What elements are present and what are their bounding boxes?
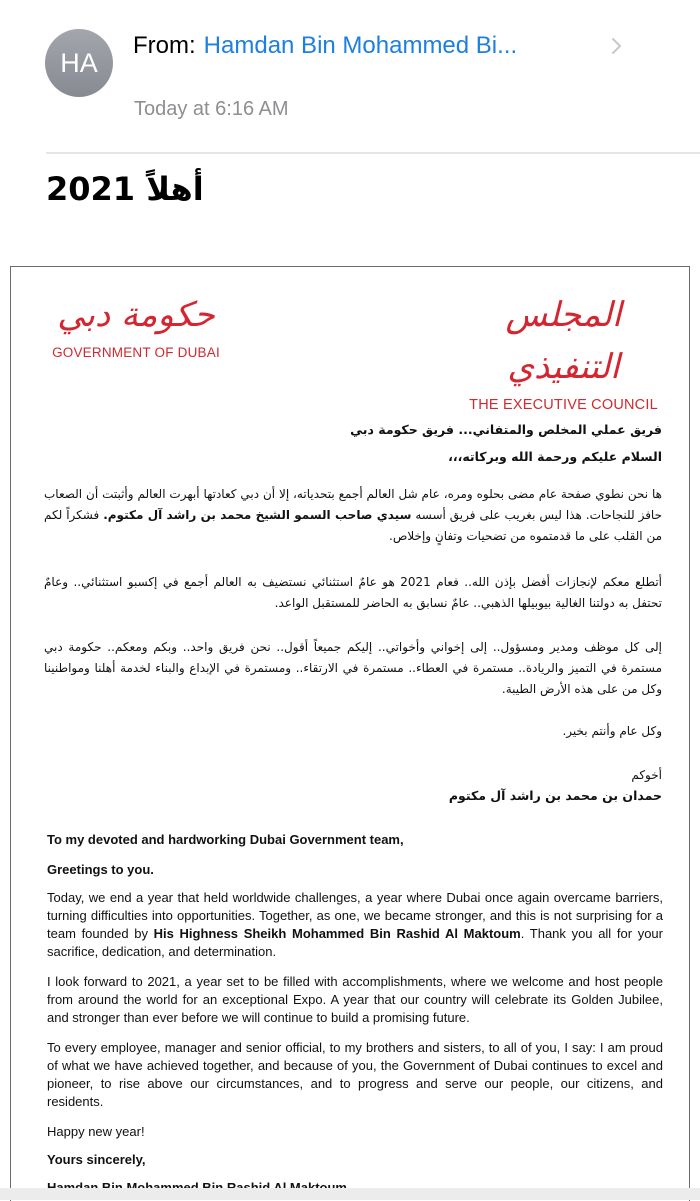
- email-timestamp: Today at 6:16 AM: [134, 98, 289, 120]
- english-paragraph-3: To every employee, manager and senior official, to my brothers and sisters, to all of you, I say: I am proud of what we have achieved together, and because of you, the Government of Dubai continues to excel and pioneer, to rise above our circumstances, and to progress and serve our people, our citizens, and residents.: [47, 1040, 663, 1109]
- english-p1-text-end: . Thank you all for your sacrifice, dedication, and determination.: [47, 926, 663, 959]
- logo-arabic-calligraphy: المجلس التنفيذي: [505, 295, 622, 387]
- arabic-p1-text-end: فشكراً لكم من القلب على ما قدمتموه من تضحيات وتفانٍ وإخلاص.: [44, 508, 662, 543]
- government-of-dubai-logo: [46, 289, 226, 360]
- english-salutation: To my devoted and hardworking Dubai Government team,: [47, 832, 404, 847]
- logo-english-text: THE EXECUTIVE COUNCIL: [469, 397, 658, 413]
- sender-avatar[interactable]: [45, 29, 113, 97]
- sender-name-link[interactable]: Hamdan Bin Mohammed Bi...: [203, 32, 518, 59]
- arabic-salutation-1: فريق عملي المخلص والمتفاني... فريق حكومة دبي: [350, 422, 662, 437]
- english-paragraph-1: [47, 889, 663, 961]
- email-header: [0, 0, 700, 208]
- avatar-initials: HA: [60, 47, 98, 78]
- from-label: From:: [133, 32, 196, 59]
- arabic-salutation-2: السلام عليكم ورحمة الله وبركاته،،،: [448, 449, 662, 464]
- arabic-paragraph-3: إلى كل موظف ومدير ومسؤول.. إلى إخواني وأخواتي.. إليكم جميعاً أقول.. نحن فريق واحد.. وبكم ومعكم.. حكومة دبي مستمرة في التميز والريادة.. مستمرة في العطاء.. مستمرة في الارتقاء.. ومستمرة في الإبداع والبناء لخدمة أهلنا ومواطنينا وكل من على هذه الأرض الطيبة.: [44, 640, 662, 696]
- arabic-paragraph-1: [44, 484, 662, 547]
- executive-council-logo: [466, 289, 661, 413]
- arabic-p1-bold: سيدي صاحب السمو الشيخ محمد بن راشد آل مكتوم.: [103, 508, 412, 522]
- arabic-paragraph-4: وكل عام وأنتم بخير.: [562, 724, 662, 738]
- english-greeting: Greetings to you.: [47, 862, 154, 877]
- email-subject: أهلاً 2021: [46, 170, 204, 208]
- english-paragraph-2: I look forward to 2021, a year set to be filled with accomplishments, where we welcome and host people from around the world for an exceptional Expo. A year that our country will celebrate its Golden Jubilee, and stronger than ever before we will continue to build a promising future.: [47, 974, 663, 1025]
- english-p1-text: Today, we end a year that held worldwide challenges, a year where Dubai once again overcame barriers, turning difficulties into opportunities. Together, as one, we became stronger, and this is not surprising for a team founded by: [47, 890, 663, 941]
- arabic-paragraph-2: أتطلع معكم لإنجازات أفضل بإذن الله.. فعام 2021 هو عامٌ استثنائي نستضيف به العالم أجمع في إكسبو استثنائي.. وعامٌ تحتفل به دولتنا الغالية بيوبيلها الذهبي.. عامٌ نسابق به الحاضر للمستقبل الواعد.: [44, 575, 662, 610]
- arabic-signoff: أخوكم: [631, 768, 662, 782]
- english-paragraph-4: Happy new year!: [47, 1124, 145, 1139]
- arabic-signature: حمدان بن محمد بن راشد آل مكتوم: [448, 788, 662, 803]
- chevron-right-icon[interactable]: [610, 36, 624, 56]
- from-row: [133, 30, 517, 62]
- english-signoff: Yours sincerely,: [47, 1152, 146, 1167]
- logo-english-text: GOVERNMENT OF DUBAI: [52, 345, 220, 360]
- bottom-edge: [0, 1188, 700, 1200]
- logo-arabic-calligraphy: حكومة دبي: [57, 295, 215, 335]
- letter-attachment: [10, 266, 690, 1201]
- header-divider: [46, 152, 700, 154]
- arabic-p1-text: ها نحن نطوي صفحة عام مضى بحلوه ومره، عام شل العالم أجمع بتحدياته، إلا أن دبي كعادتها أبهرت العالم وأثبتت أن الصعاب حافز للنجاحات. هذا ليس بغريب على فريق أسسه: [44, 487, 663, 522]
- english-p1-bold: His Highness Sheikh Mohammed Bin Rashid Al Maktoum: [153, 926, 521, 941]
